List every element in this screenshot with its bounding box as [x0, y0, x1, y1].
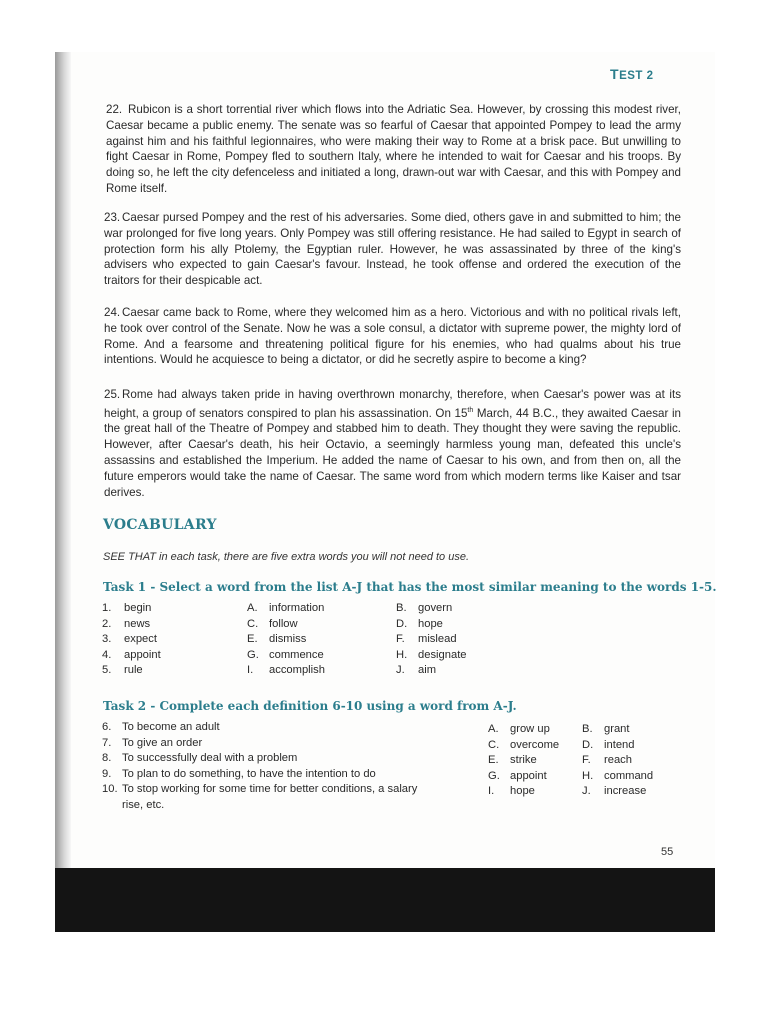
option-item: G. appoint [488, 769, 547, 782]
paragraph-text: Rome had always taken pride in having overthrown monarchy, therefore, when Caesar's power was at its height, a group of senators conspired to plan his assassination. On 15th March, 44 B.C., they awaited Caesar in the great hall of the Theatre of Pompey and stabbed him to death. They thought they were saving the republic. However, after Caesar's death, his heir Octavio, a seemingly harmless young man, defeated this uncle's assassins and established the Imperium. He added the name of Caesar to his own, and from then on, all the future emperors would take the name of Caesar. The same word from which modern terms like Kaiser and tsar derives. [104, 388, 681, 499]
list-item: 3. expect [102, 633, 157, 645]
task-1-words [102, 601, 161, 679]
option-item: C. overcome [488, 738, 560, 751]
option-item: F. mislead [396, 633, 457, 645]
task-2-options-left [488, 722, 559, 800]
option-item: A. information [247, 602, 325, 614]
list-item: 8. To successfully deal with a problem [102, 752, 298, 764]
page-binding-shadow [55, 52, 71, 932]
option-item: H. command [582, 769, 654, 782]
task-1-options-right [396, 601, 467, 679]
option-item: A. grow up [488, 723, 550, 735]
task-2-definitions [102, 720, 417, 813]
option-item: G. commence [247, 648, 324, 661]
list-item: 4. appoint [102, 648, 161, 661]
paragraph-number: 22. [106, 103, 123, 116]
page-number: 55 [661, 846, 674, 858]
scan-shadow-band [55, 868, 715, 932]
option-item: D. intend [582, 738, 635, 751]
list-item: 7. To give an order [102, 736, 203, 749]
task-1-title: Task 1 - Select a word from the list A-J that has the most similar meaning to the words 1-5. [103, 580, 717, 594]
option-item: I. hope [488, 785, 535, 797]
option-item: I. accomplish [247, 664, 325, 676]
list-item: 1. begin [102, 602, 152, 614]
list-item-continuation: rise, etc. [122, 798, 165, 811]
paragraph-text: Rubicon is a short torrential river which flows into the Adriatic Sea. However, by crossing this modest river, Caesar became a public enemy. The senate was so fearful of Caesar that appointed Pompey to lead the army against him and his faithful legionnaires, who were making their way to Rome at a brisk pace. But unwilling to fight Caesar in Rome, Pompey fled to southern Italy, where he intended to wait for Caesar and his troops. By doing so, he left the city defenceless and initiated a long, drawn-out war with Caesar, and this with Pompey and Rome itself. [106, 103, 681, 195]
option-item: C. follow [247, 617, 298, 630]
task-2-title: Task 2 - Complete each definition 6-10 using a word from A-J. [103, 699, 517, 713]
paragraph-text: Caesar came back to Rome, where they welcomed him as a hero. Victorious and with no political rivals left, he took over control of the Senate. Now he was a sole consul, a dictator with supreme power, the mighty lord of Rome. And a fearsome and threatening political figure for his enemies, who had qualms about his true intentions. Would he acquiesce to being a dictator, or did he secretly aspire to become a king? [104, 306, 681, 367]
paragraph-number: 25. [104, 388, 121, 401]
vocabulary-instruction: SEE THAT in each task, there are five extra words you will not need to use. [103, 551, 470, 563]
option-item: J. aim [396, 664, 437, 676]
paragraph-22 [106, 102, 681, 197]
option-item: B. govern [396, 602, 453, 614]
list-item: 6. To become an adult [102, 721, 220, 733]
list-item: 5. rule [102, 664, 143, 676]
paragraph-25 [104, 387, 681, 500]
vocabulary-title: VOCABULARY [103, 517, 217, 533]
task-2-options-right [582, 722, 653, 800]
option-item: H. designate [396, 648, 467, 661]
option-item: E. dismiss [247, 633, 307, 645]
paragraph-number: 23. [104, 211, 121, 224]
option-item: B. grant [582, 723, 630, 735]
paragraph-24 [104, 305, 681, 368]
option-item: D. hope [396, 617, 443, 630]
paragraph-number: 24. [104, 306, 121, 319]
option-item: J. increase [582, 785, 647, 797]
list-item: 10. To stop working for some time for better conditions, a salary [102, 783, 418, 795]
list-item: 2. news [102, 617, 151, 630]
paragraph-23 [104, 210, 681, 289]
paragraph-text: Caesar pursed Pompey and the rest of his adversaries. Some died, others gave in and submitted to him; the war prolonged for five long years. Only Pompey was still offering resistance. He had sailed to Egypt in search of protection form his ally Ptolemy, the Egyptian ruler. However, he was assassinated by three of the king's advisers who expected to gain Caesar's favour. Instead, he took offense and ordered the execution of the traitors for their despicable act. [104, 211, 681, 288]
task-1-options-left [247, 601, 325, 679]
option-item: F. reach [582, 754, 632, 766]
list-item: 9. To plan to do something, to have the intention to do [102, 767, 376, 780]
option-item: E. strike [488, 754, 537, 766]
section-header: TEST 2 [610, 66, 654, 82]
